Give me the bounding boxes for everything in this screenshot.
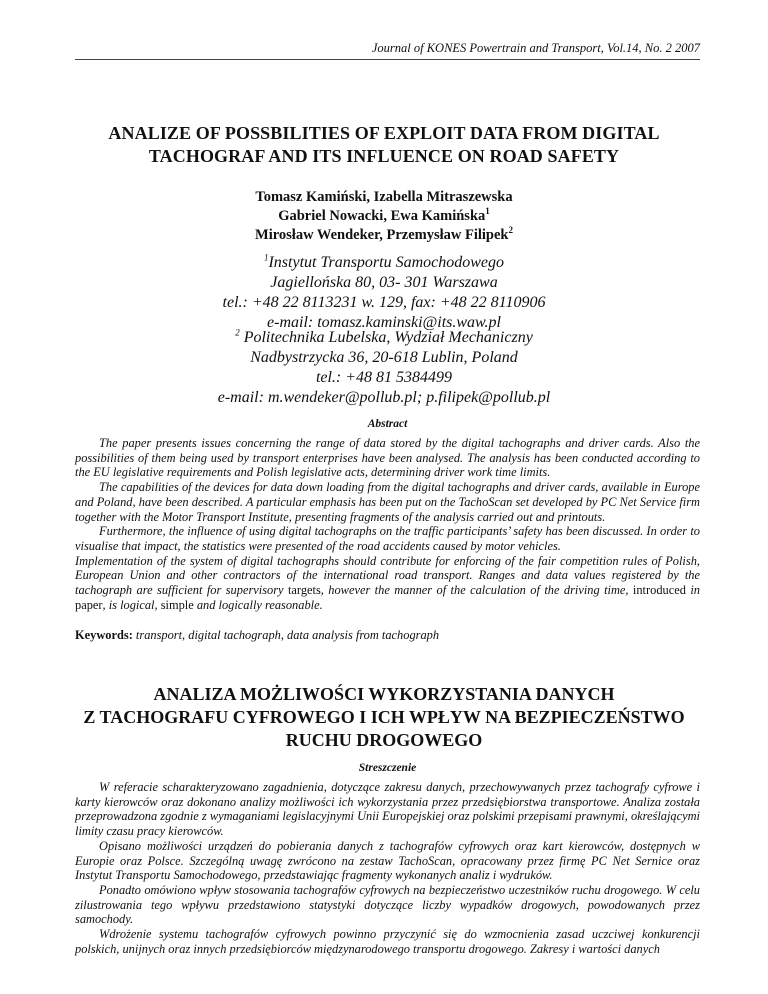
affiliation-name: $^1$Instytut Transportu Samochodowego — [263, 252, 505, 271]
polish-title-line: ANALIZA MOŻLIWOŚCI WYKORZYSTANIA DANYCH — [153, 684, 615, 704]
english-title — [70, 122, 698, 168]
affiliation-2 — [80, 328, 688, 408]
affiliation-name: $^2$ Politechnika Lubelska, Wydział Mechaniczny — [235, 327, 533, 346]
abstract-paragraph: The capabilities of the devices for data down loading from the digital tachographs and driver cards, available in Europe and Poland, have been described. A particular emphasis has been put on the TachoScan set developed by PC Net Service firm together with the Motor Transport Institute, presenting fragments of the analysis carried out and printouts. — [75, 480, 700, 524]
english-title-line: TACHOGRAF AND ITS INFLUENCE ON ROAD SAFETY — [148, 146, 620, 166]
streszczenie-body — [75, 780, 700, 956]
header-rule — [75, 59, 700, 60]
abstract-heading: Abstract — [367, 418, 408, 430]
streszczenie-paragraph: Ponadto omówiono wpływ stosowania tachografów cyfrowych na bezpieczeństwo uczestników ruchu drogowego. W celu zilustrowania tego wpływu przedstawiono statystyki dotyczące liczby wypadków drogowych, powodowanych przez samochody. — [75, 882, 700, 927]
affiliation-phone: tel.: +48 22 8113231 w. 129, fax: +48 22 8110906 — [222, 294, 546, 311]
author-names: Gabriel Nowacki, Ewa Kamińska — [278, 208, 486, 224]
streszczenie-paragraph: Opisano możliwości urządzeń do pobierania danych z tachografów cyfrowych oraz kart kierowców, dostępnych w Europie oraz Polsce. Szczególną uwagę zwrócono na zestaw TachoScan, opracowany przez firmę PC Net Sernice oraz Instytut Transportu Samochodowego, przedstawiając fragmenty wykonanych analiz i wydruków. — [75, 838, 700, 883]
affiliation-marker: 2 — [508, 225, 513, 236]
abstract-paragraph: Implementation of the system of digital tachographs should contribute for enforcing of the fair competition rules of Polish, European Union and other contractors of the international road transport. Ranges and data values registered by the tachograph are sufficient for supervisory targets, however the manner of the calculation of the driving time, introduced in paper, is logical, simple and logically reasonable. — [75, 553, 700, 612]
author-line — [100, 207, 668, 226]
polish-title-line: Z TACHOGRAFU CYFROWEGO I ICH WPŁYW NA BEZPIECZEŃSTWO — [83, 707, 685, 727]
keywords-label: Keywords: — [75, 628, 133, 642]
abstract-body — [75, 436, 700, 612]
streszczenie-paragraph: W referacie scharakteryzowano zagadnienia, dotyczące zakresu danych, przechowywanych przez tachografy cyfrowe i karty kierowców oraz dokonano analizy możliwości ich wykorzystania przez przedsiębiorstwa transportowe. Analiza została przeprowadzona zgodnie z wymaganiami legislacyjnymi Unii Europejskiej oraz polskimi przepisami prawnymi, określającymi limity czasu pracy kierowców. — [75, 780, 700, 839]
affiliation-marker: 1 — [263, 252, 269, 263]
author-line: Tomasz Kamiński, Izabella Mitraszewska — [255, 189, 513, 205]
polish-title-line: RUCHU DROGOWEGO — [285, 730, 483, 750]
author-line — [100, 226, 668, 245]
affiliation-marker: 1 — [485, 206, 490, 217]
author-names: Mirosław Wendeker, Przemysław Filipek — [255, 227, 509, 243]
streszczenie-heading: Streszczenie — [358, 762, 417, 774]
affiliation-marker: 2 — [235, 327, 240, 338]
keywords-line — [75, 628, 700, 643]
affiliation-phone: tel.: +48 81 5384499 — [315, 369, 453, 386]
abstract-paragraph: Furthermore, the influence of using digital tachographs on the traffic participants’ safety has been discussed. In order to visualise that impact, the statistics were presented of the road accidents caused by motor vehicles. — [75, 524, 700, 553]
polish-title — [70, 683, 698, 752]
author-list — [100, 188, 668, 245]
streszczenie-paragraph: Wdrożenie systemu tachografów cyfrowych powinno przyczynić się do wzmocnienia zasad uczciwej konkurencji polskich, unijnych oraz innych przedsiębiorców międzynarodowego transportu drogowego. Zakresy i wartości danych — [75, 927, 700, 956]
affiliation-1 — [80, 253, 688, 333]
english-title-line: ANALIZE OF POSSBILITIES OF EXPLOIT DATA FROM DIGITAL — [108, 123, 660, 143]
affiliation-email: e-mail: m.wendeker@pollub.pl; p.filipek@pollub.pl — [217, 389, 551, 406]
affiliation-email: e-mail: tomasz.kaminski@its.waw.pl — [267, 314, 501, 331]
affiliation-address: Nadbystrzycka 36, 20-618 Lublin, Poland — [250, 349, 518, 366]
abstract-paragraph: The paper presents issues concerning the range of data stored by the digital tachographs and driver cards. Also the possibilities of them being used by transport enterprises have been analysed. The analysis has been conducted according to the EU legislative requirements and Polish legislative acts, determining driver work time limits. — [75, 436, 700, 480]
affiliation-address: Jagiellońska 80, 03- 301 Warszawa — [270, 274, 498, 291]
journal-running-head: Journal of KONES Powertrain and Transport, Vol.14, No. 2 2007 — [371, 41, 700, 55]
keywords-text: transport, digital tachograph, data analysis from tachograph — [132, 628, 440, 642]
